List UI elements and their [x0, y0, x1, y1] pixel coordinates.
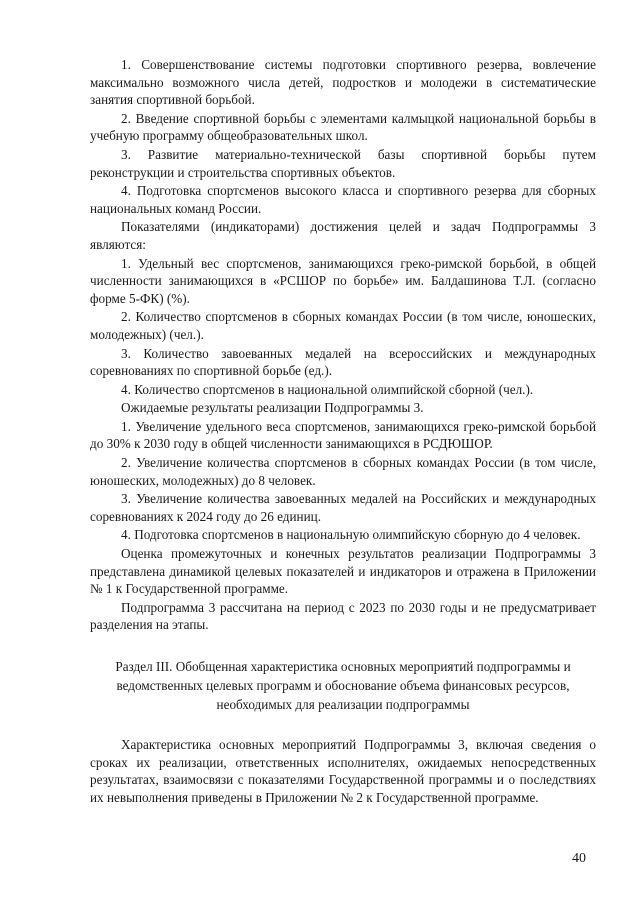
spacer — [90, 714, 596, 736]
paragraph: 4. Подготовка спортсменов в национальную олимпийскую сборную до 4 человек. — [121, 527, 581, 543]
paragraph: 1. Увеличение удельного веса спортсменов, занимающихся греко-римской борьбой до 30% к 2030 году в общей численности занимающихся в РСДЮШОР. — [90, 418, 596, 452]
page-number: 40 — [572, 851, 586, 866]
paragraph: 2. Увеличение количества спортсменов в сборных командах России (в том числе, юношеских, молодежных) до 8 человек. — [90, 455, 596, 488]
paragraph: 3. Количество завоеванных медалей на всероссийских и международных соревнованиях по спортивной борьбе (ед.). — [90, 345, 596, 379]
paragraph: 1. Совершенствование системы подготовки спортивного резерва, вовлечение максимально возможного числа детей, подростков и молодежи в систематические занятия спортивной борьбой. — [90, 57, 596, 108]
paragraph: Оценка промежуточных и конечных результатов реализации Подпрограммы 3 представлена динамикой целевых показателей и индикаторов и отражена в Приложении № 1 к Государственной программе. — [90, 546, 596, 597]
spacer — [90, 635, 596, 657]
paragraph: 3. Увеличение количества завоеванных медалей на Российских и международных соревнованиях к 2024 году до 26 единиц. — [90, 491, 596, 524]
paragraph: 1. Удельный вес спортсменов, занимающихся греко-римской борьбой, в общей численности занимающихся в «РСШОР по борьбе» им. Балдашинова Т.Л. (согласно форме 5-ФК) (%). — [90, 255, 596, 306]
paragraph: 3. Развитие материально-технической базы спортивной борьбы путем реконструкции и строительства спортивных объектов. — [90, 146, 596, 180]
paragraph: Показателями (индикаторами) достижения целей и задач Подпрограммы 3 являются: — [90, 219, 596, 252]
paragraph: 4. Количество спортсменов в национальной олимпийской сборной (чел.). — [121, 381, 534, 397]
paragraph: Ожидаемые результаты реализации Подпрограммы 3. — [121, 400, 424, 416]
paragraph: Подпрограмма 3 рассчитана на период с 2023 по 2030 годы и не предусматривает разделения на этапы. — [90, 599, 596, 633]
paragraph: 2. Количество спортсменов в сборных командах России (в том числе, юношеских, молодежных) (чел.). — [90, 309, 596, 342]
paragraph: Характеристика основных мероприятий Подпрограммы 3, включая сведения о сроках их реализации, ответственных исполнителях, ожидаемых непосредственных результатах, взаимосвязи с показателями Государственной программы и о последствиях их невыполнения приведены в Приложении № 2 к Государственной программе. — [90, 737, 596, 805]
paragraph: 4. Подготовка спортсменов высокого класса и спортивного резерва для сборных национальных команд России. — [90, 183, 596, 216]
section-heading: Раздел III. Обобщенная характеристика основных мероприятий подпрограммы и ведомственных целевых программ и обоснование объема финансовых ресурсов, необходимых для реализации подпрограммы — [115, 659, 571, 712]
document-page — [90, 56, 596, 807]
paragraph: 2. Введение спортивной борьбы с элементами калмыцкой национальной борьбы в учебную программу общеобразовательных школ. — [90, 110, 596, 144]
